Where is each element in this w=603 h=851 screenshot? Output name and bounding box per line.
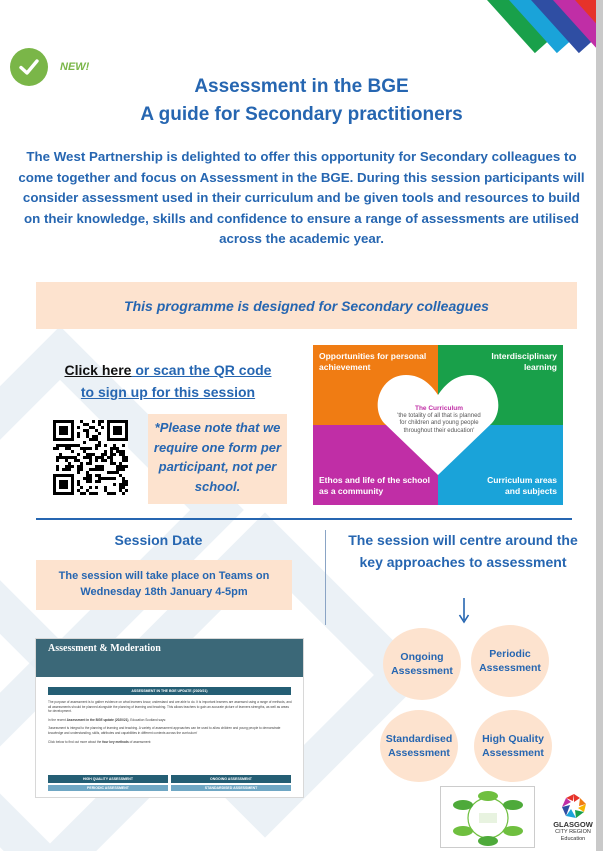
intro-paragraph: The West Partnership is delighted to offer this opportunity for Secondary colleagues to come together and focus on Assessment in the BGE. During this session participants will consider assessment used in their curriculum and be given tools and resources to build on their knowledge, skills and confidence to ensure a range of assessments are utilised across the academic year. <box>18 149 585 246</box>
logo-text: CITY REGION <box>555 829 591 835</box>
form-note: *Please note that we require one form per participant, not per school. <box>148 414 287 504</box>
signup-text <box>48 359 288 403</box>
signup-link[interactable]: Click here <box>64 362 132 378</box>
screenshot-update-bar[interactable]: ASSESSMENT IN THE BGE UPDATE (2020/21) <box>48 687 291 695</box>
screenshot-paragraph <box>48 740 293 745</box>
page-edge <box>596 0 603 851</box>
screenshot-btn-high-quality[interactable]: HIGH QUALITY ASSESSMENT <box>48 775 168 783</box>
moderation-cycle-icon <box>441 787 536 849</box>
screenshot-paragraph: 'Assessment is integral to the planning of learning and teaching. A variety of assessment approaches can be used to allow children and young people to demonstrate knowledge and understanding, skills, attributes and capabilities in different contexts across the curriculum' <box>48 726 281 735</box>
moderation-cycle-thumbnail <box>440 786 535 848</box>
website-screenshot <box>35 638 304 798</box>
section-divider <box>36 518 572 520</box>
audience-banner: This programme is designed for Secondary colleagues <box>36 282 577 329</box>
signup-text-rest: or scan the QR code <box>131 362 272 378</box>
qr-code[interactable] <box>53 420 128 495</box>
curriculum-centre <box>396 405 482 435</box>
screenshot-text-bold: Assessment in the BGE update (2020/21) <box>66 718 129 722</box>
screenshot-header-title: Assessment & Moderation <box>48 643 161 654</box>
screenshot-btn-standardised[interactable]: STANDARDISED ASSESSMENT <box>171 785 291 791</box>
screenshot-text: Click below to find out more about the <box>48 740 103 744</box>
curriculum-graphic <box>313 345 563 505</box>
screenshot-text: In the recent <box>48 718 67 722</box>
session-details <box>36 560 292 610</box>
approach-standardised: Standardised Assessment <box>380 710 458 782</box>
logo-text: GLASGOW <box>553 820 593 829</box>
approach-high-quality: High Quality Assessment <box>474 710 552 782</box>
screenshot-paragraph: The purpose of assessment is to gather evidence on what learners know, understand and are able to do. It is important learners are assessed using a range of methods, and all assessments should be planned alongside the planning of learning and teaching. This allows teachers to gain an accurate picture of learners strengths, as well as areas for development. <box>48 700 292 713</box>
arrow-down-icon <box>457 598 471 624</box>
logo-icon <box>560 792 588 820</box>
glasgow-city-region-logo <box>548 792 598 847</box>
screenshot-text: of assessment: <box>128 740 152 744</box>
curriculum-quadrant-label: Opportunities for personal achievement <box>319 351 427 372</box>
approaches-heading: The session will centre around the key approaches to assessment <box>348 532 578 570</box>
approach-periodic: Periodic Assessment <box>471 625 549 697</box>
session-heading: Session Date <box>114 532 203 548</box>
curriculum-centre-text: 'the totality of all that is planned for children and young people throughout their education' <box>397 412 481 434</box>
curriculum-quadrant-label: Curriculum areas and subjects <box>487 475 557 496</box>
curriculum-centre-title: The Curriculum <box>414 405 464 412</box>
new-label: NEW! <box>60 61 90 73</box>
session-line1: The session will take place on Teams on <box>58 570 270 582</box>
screenshot-text: , Education Scotland says: <box>128 718 167 722</box>
curriculum-quadrant-label: Ethos and life of the school as a community <box>319 475 430 496</box>
signup-text-line2: to sign up for this session <box>80 384 256 400</box>
screenshot-btn-periodic[interactable]: PERIODIC ASSESSMENT <box>48 785 168 791</box>
screenshot-text-bold: four key methods <box>102 740 129 744</box>
page-title: Assessment in the BGE <box>194 76 409 97</box>
approach-ongoing: Ongoing Assessment <box>383 628 461 700</box>
curriculum-quadrant-label: Interdisciplinary learning <box>491 351 557 372</box>
logo-text: Education <box>560 836 586 842</box>
screenshot-header <box>36 639 304 677</box>
page-subtitle: A guide for Secondary practitioners <box>140 104 463 125</box>
screenshot-btn-ongoing[interactable]: ONGOING ASSESSMENT <box>171 775 291 783</box>
screenshot-paragraph <box>48 718 293 723</box>
column-divider <box>325 530 326 625</box>
qr-code-image <box>53 420 128 495</box>
session-line2: Wednesday 18th January 4-5pm <box>80 586 248 598</box>
